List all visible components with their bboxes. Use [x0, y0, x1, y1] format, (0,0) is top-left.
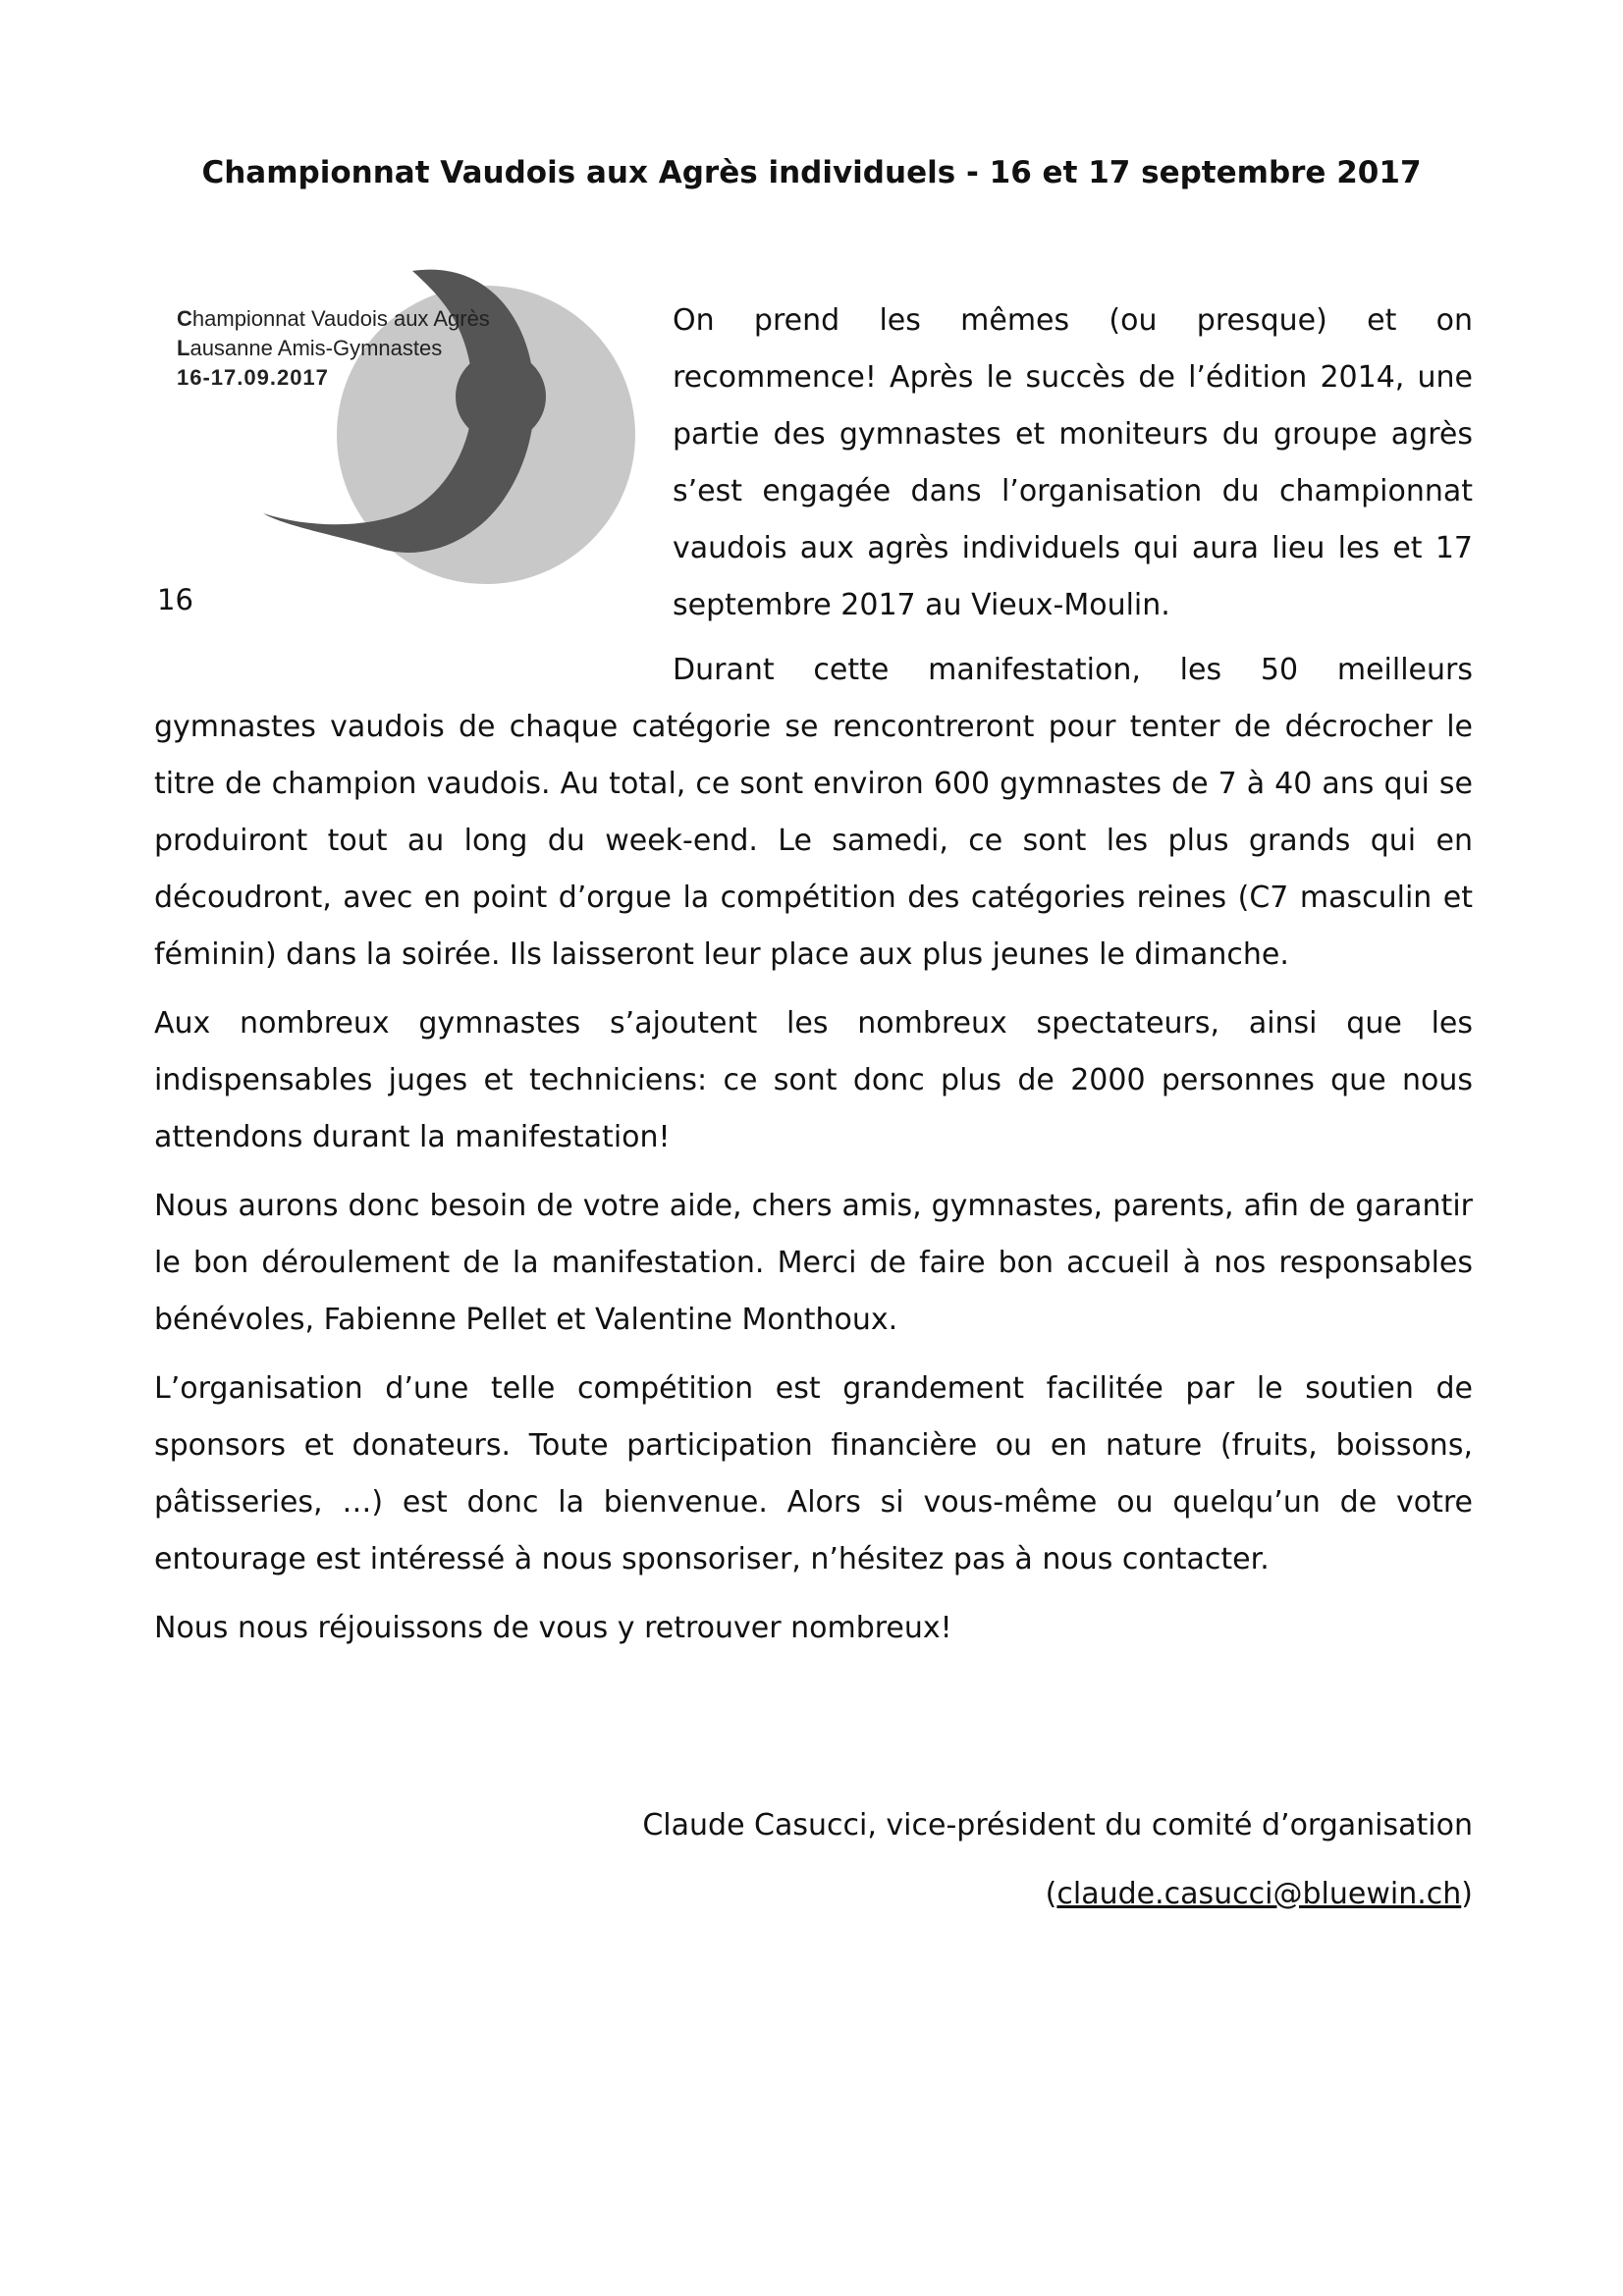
email-link[interactable]: claude.casucci@bluewin.ch [1056, 1877, 1462, 1911]
paren-close: ) [1461, 1877, 1473, 1911]
article-body [154, 642, 1473, 1669]
event-logo [157, 263, 648, 597]
intro-paragraph: On prend les mêmes (ou presque) et on recommence! Après le succès de l’édition 2014, une partie des gymnastes et moniteurs du groupe agrès s’est engagée dans l’organisation du championnat vaudois aux agrès individuels qui aura lieu les et 17 septembre 2017 au Vieux-Moulin. [673, 303, 1473, 622]
logo-line-dates: 16-17.09.2017 [177, 365, 329, 390]
paragraph-sponsors: L’organisation d’une telle compétition est grandement facilitée par le soutien de sponsors et donateurs. Toute participation financière ou en nature (fruits, boissons, pâtisseries, …) est donc la bienvenue. Alors si vous-même ou quelqu’un de votre entourage est intéressé à nous sponsoriser, n’hésitez pas à nous contacter. [154, 1371, 1473, 1576]
paren-open: ( [1045, 1877, 1057, 1911]
logo-caption [177, 304, 490, 393]
signature-contact [642, 1860, 1473, 1929]
page-number: 16 [157, 583, 193, 616]
paragraph-closing: Nous nous réjouissons de vous y retrouver nombreux! [154, 1611, 952, 1645]
signature-name: Claude Casucci, vice-président du comité d’organisation [642, 1808, 1473, 1842]
paragraph-attendance: Aux nombreux gymnastes s’ajoutent les nombreux spectateurs, ainsi que les indispensables juges et techniciens: ce sont donc plus de 2000 personnes que nous attendons durant la manifestation! [154, 1006, 1473, 1154]
logo-line-event: Championnat Vaudois aux Agrès [177, 306, 490, 331]
paragraph-volunteers: Nous aurons donc besoin de votre aide, chers amis, gymnastes, parents, afin de garantir le bon déroulement de la manifestation. Merci de faire bon accueil à nos responsables bénévoles, Fabienne Pellet et Valentine Monthoux. [154, 1189, 1473, 1337]
paragraph-event: Durant cette manifestation, les 50 meilleurs gymnastes vaudois de chaque catégorie se rencontreront pour tenter de décrocher le titre de champion vaudois. Au total, ce sont environ 600 gymnastes de 7 à 40 ans qui se produiront tout au long du week-end. Le samedi, ce sont les plus grands qui en découdront, avec en point d’orgue la compétition des catégories reines (C7 masculin et féminin) dans la soirée. Ils laisseront leur place aux plus jeunes le dimanche. [154, 653, 1473, 972]
signature-block [642, 1791, 1473, 1929]
logo-line-club: Lausanne Amis-Gymnastes [177, 336, 443, 360]
document-title: Championnat Vaudois aux Agrès individuels - 16 et 17 septembre 2017 [201, 155, 1422, 190]
